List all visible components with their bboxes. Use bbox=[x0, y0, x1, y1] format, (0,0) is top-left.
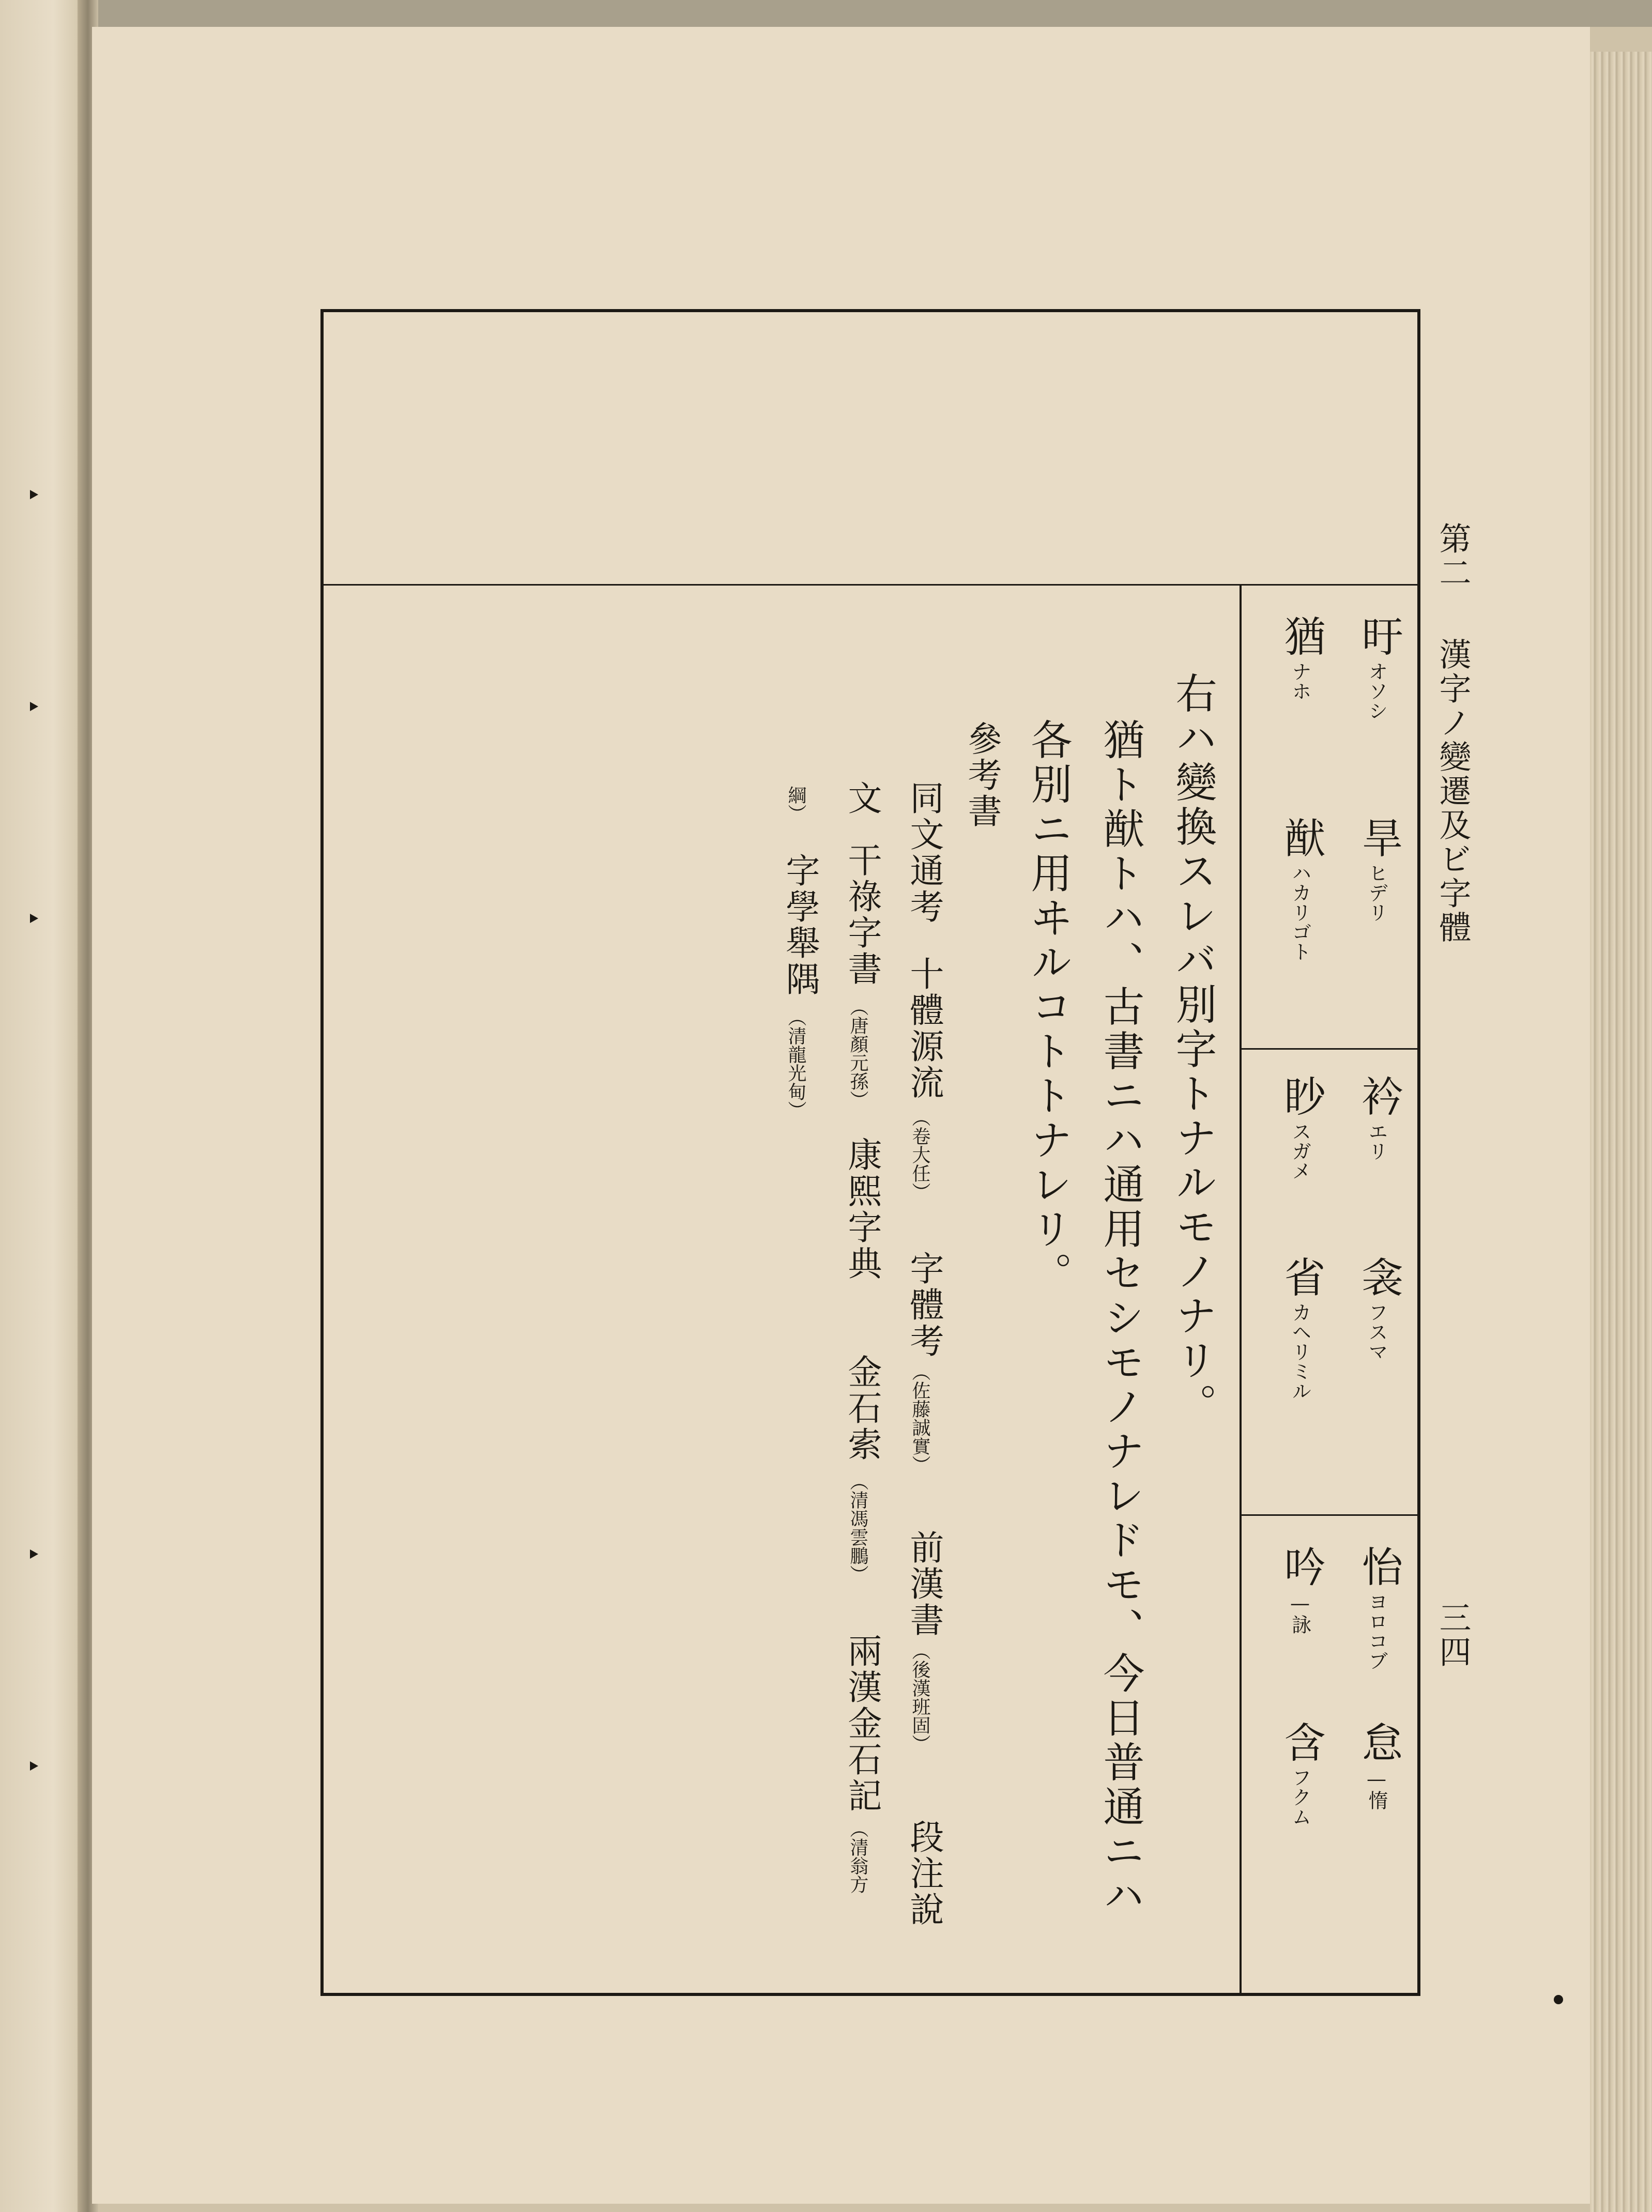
entry-reading: ヨロコブ bbox=[1365, 1592, 1388, 1670]
entry-char: 眇 bbox=[1277, 1075, 1325, 1116]
top-panel-divider bbox=[324, 584, 1417, 586]
entry-divider bbox=[1242, 1514, 1417, 1516]
reference-note: （清翁方 bbox=[847, 1819, 868, 1894]
reference-title: 十體源流 bbox=[904, 956, 944, 1101]
entry-reading: ハカリゴト bbox=[1289, 863, 1311, 961]
reference-title: 康熙字典 bbox=[842, 1137, 882, 1282]
left-page bbox=[0, 0, 89, 2212]
reference-note: （後漢班固） bbox=[909, 1641, 930, 1753]
binding-hole bbox=[30, 1549, 38, 1559]
entry-column-rule bbox=[1240, 584, 1242, 1994]
ink-dot bbox=[1554, 1995, 1563, 2004]
page-number: 三四 bbox=[1434, 1601, 1472, 1669]
entry-reading: オソシ bbox=[1365, 662, 1388, 720]
entry-reading: エリ bbox=[1365, 1122, 1388, 1161]
reference-title: 段注說 bbox=[904, 1819, 944, 1928]
references-heading: 參考書 bbox=[962, 721, 1002, 830]
chapter-title: 漢字ノ變遷及ビ字體 bbox=[1434, 638, 1472, 945]
entry-char: 含 bbox=[1277, 1721, 1325, 1762]
binding-hole bbox=[30, 914, 38, 923]
entry-char: 衾 bbox=[1355, 1256, 1403, 1297]
reference-note: （唐顏元孫） bbox=[847, 997, 868, 1109]
reference-note: （清龍光甸） bbox=[785, 1008, 806, 1119]
reference-title: 兩漢金石記 bbox=[842, 1633, 882, 1814]
reference-note: （卷大任） bbox=[909, 1108, 930, 1201]
entry-char: 衿 bbox=[1355, 1075, 1403, 1116]
entry-reading: フクム bbox=[1289, 1768, 1311, 1826]
entry-reading: スガメ bbox=[1289, 1122, 1311, 1180]
reference-title: 字學舉隅 bbox=[780, 853, 820, 997]
body-line: 右ハ變換スレバ別字トナルモノナリ。 bbox=[1169, 672, 1217, 1427]
entry-reading: ヒデリ bbox=[1365, 863, 1388, 922]
entry-reading: —詠 bbox=[1289, 1592, 1311, 1634]
entry-char: 猷 bbox=[1277, 817, 1325, 858]
body-line: 各別ニ用ヰルコトトナレリ。 bbox=[1024, 718, 1072, 1296]
entry-reading: ナホ bbox=[1289, 662, 1311, 701]
reference-note: 綱） bbox=[785, 786, 806, 823]
reference-title: 金石索 bbox=[842, 1354, 882, 1463]
entry-reading: フスマ bbox=[1365, 1302, 1388, 1361]
page-stack-edge bbox=[1590, 52, 1652, 2212]
reference-title: 前漢書 bbox=[904, 1530, 944, 1638]
binding-hole bbox=[30, 490, 38, 499]
entry-char: 怡 bbox=[1355, 1545, 1403, 1587]
entry-char: 省 bbox=[1277, 1256, 1325, 1297]
entry-reading: —惰 bbox=[1365, 1768, 1388, 1810]
entry-char: 旱 bbox=[1355, 817, 1403, 858]
entry-divider bbox=[1242, 1048, 1417, 1050]
chapter-number: 第二 bbox=[1434, 522, 1472, 590]
reference-title: 字體考 bbox=[904, 1251, 944, 1359]
entry-char: 怠 bbox=[1355, 1721, 1403, 1762]
reference-title: 同文通考 bbox=[904, 780, 944, 925]
reference-title: 文 bbox=[842, 780, 882, 817]
entry-char: 猶 bbox=[1277, 615, 1325, 656]
reference-note: （清馮雲鵬） bbox=[847, 1472, 868, 1584]
binding-hole bbox=[30, 1761, 38, 1771]
binding-hole bbox=[30, 702, 38, 711]
body-line: 猶ト猷トハ、古書ニハ通用セシモノナレドモ、今日普通ニハ bbox=[1096, 718, 1144, 1918]
book-top-edge bbox=[92, 0, 1652, 27]
reference-note: （佐藤誠實） bbox=[909, 1362, 930, 1474]
reference-title: 干祿字書 bbox=[842, 842, 882, 987]
entry-char: 旴 bbox=[1355, 615, 1403, 656]
entry-char: 吟 bbox=[1277, 1545, 1325, 1587]
entry-reading: カヘリミル bbox=[1289, 1302, 1311, 1401]
